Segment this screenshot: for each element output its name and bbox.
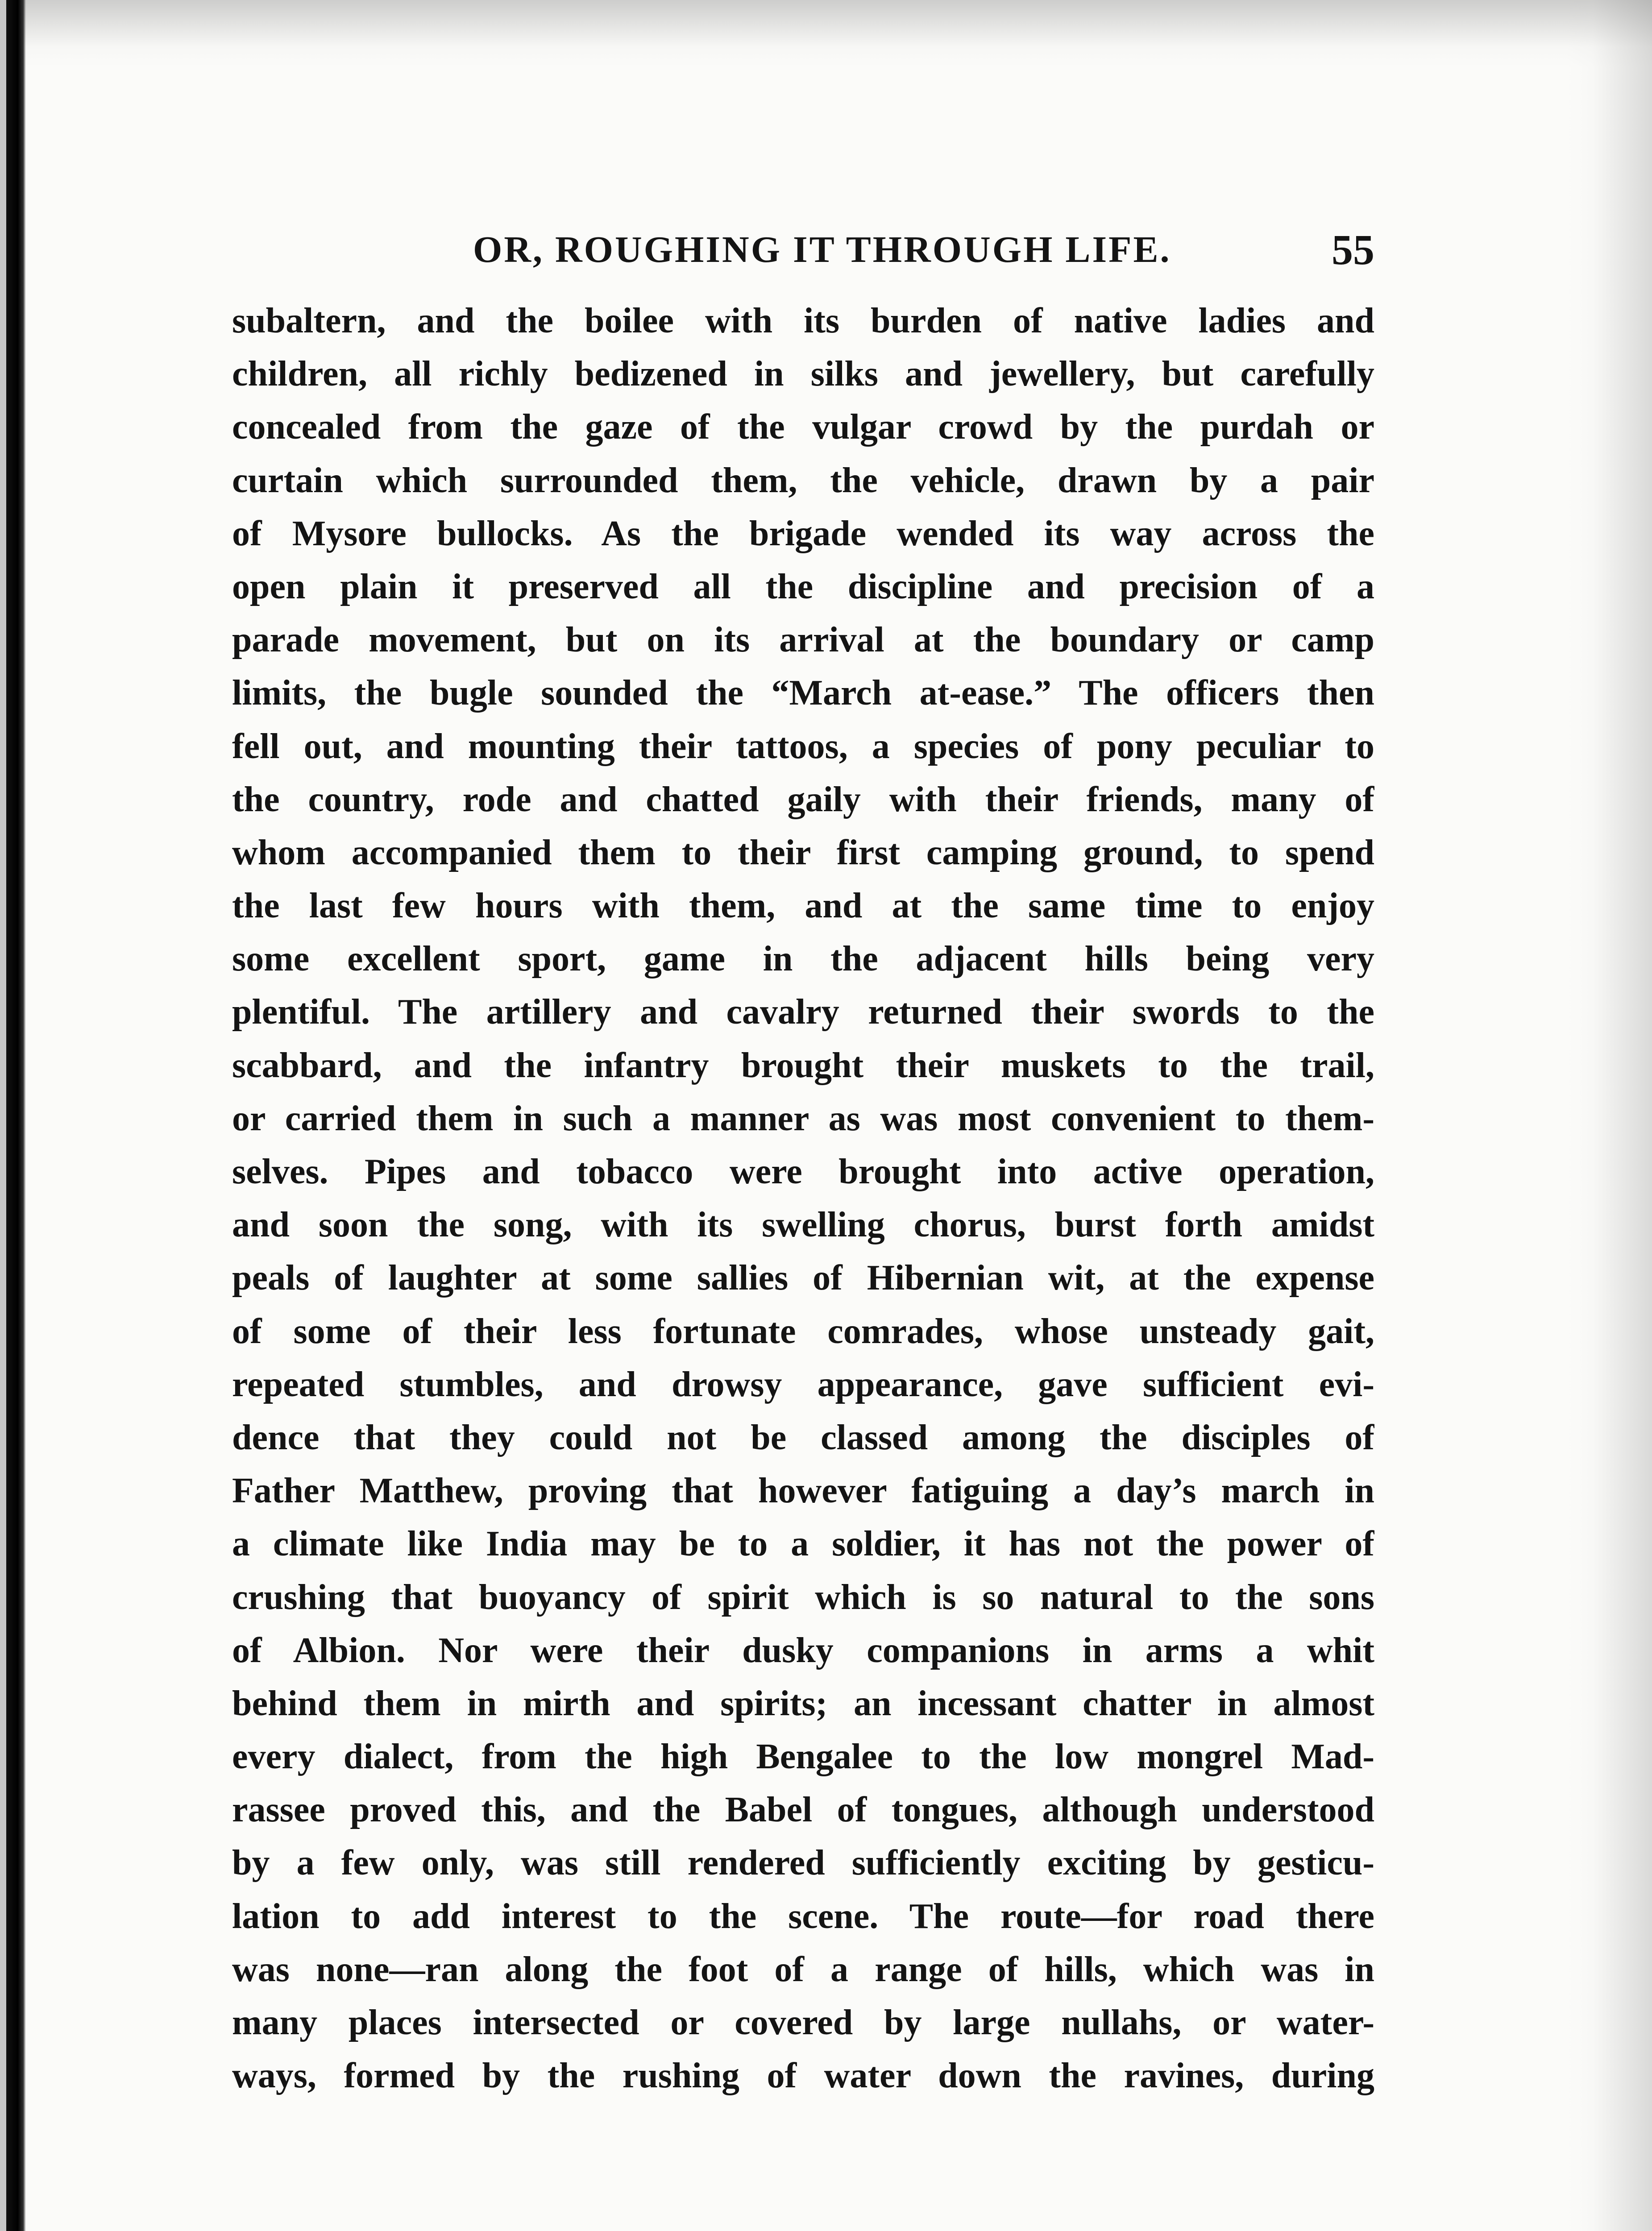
text-line: dence that they could not be classed among the disciples of xyxy=(232,1418,1374,1457)
text-line: repeated stumbles, and drowsy appearance, gave sufficient evi- xyxy=(232,1364,1374,1404)
text-line: plentiful. The artillery and cavalry returned their swords to the xyxy=(232,992,1374,1032)
text-line: Father Matthew, proving that however fatiguing a day’s march in xyxy=(232,1471,1374,1511)
text-line: a climate like India may be to a soldier, it has not the power of xyxy=(232,1524,1374,1564)
text-line: of some of their less fortunate comrades, whose unsteady gait, xyxy=(232,1311,1374,1351)
text-line: by a few only, was still rendered sufficiently exciting by gesticu- xyxy=(232,1843,1374,1883)
text-line: behind them in mirth and spirits; an incessant chatter in almost xyxy=(232,1684,1374,1723)
text-line: fell out, and mounting their tattoos, a species of pony peculiar to xyxy=(232,726,1374,766)
text-line: subaltern, and the boilee with its burden of native ladies and xyxy=(232,301,1374,340)
text-line: every dialect, from the high Bengalee to the low mongrel Mad- xyxy=(232,1737,1374,1777)
text-line: of Mysore bullocks. As the brigade wended its way across the xyxy=(232,514,1374,553)
text-line: of Albion. Nor were their dusky companions in arms a whit xyxy=(232,1630,1374,1670)
scan-shadow-right xyxy=(1567,0,1652,2231)
text-line: parade movement, but on its arrival at the boundary or camp xyxy=(232,620,1374,660)
running-head-title: OR, ROUGHING IT THROUGH LIFE. xyxy=(473,229,1171,270)
text-line: limits, the bugle sounded the “March at-ease.” The officers then xyxy=(232,673,1374,713)
text-line: peals of laughter at some sallies of Hibernian wit, at the expense xyxy=(232,1258,1374,1298)
body-text xyxy=(232,294,1374,2102)
text-line: selves. Pipes and tobacco were brought into active operation, xyxy=(232,1152,1374,1191)
book-binding-edge xyxy=(0,0,26,2231)
text-line: whom accompanied them to their first camping ground, to spend xyxy=(232,833,1374,872)
text-line: or carried them in such a manner as was most convenient to them- xyxy=(232,1099,1374,1138)
text-line: concealed from the gaze of the vulgar crowd by the purdah or xyxy=(232,407,1374,447)
text-line: lation to add interest to the scene. The route—for road there xyxy=(232,1896,1374,1936)
text-line: some excellent sport, game in the adjacent hills being very xyxy=(232,939,1374,979)
running-head xyxy=(232,223,1374,277)
text-line: rassee proved this, and the Babel of tongues, although understood xyxy=(232,1790,1374,1830)
page-number: 55 xyxy=(1332,226,1374,274)
text-line: was none—ran along the foot of a range of hills, which was in xyxy=(232,1949,1374,1989)
text-line: curtain which surrounded them, the vehicle, drawn by a pair xyxy=(232,460,1374,500)
text-line: the last few hours with them, and at the same time to enjoy xyxy=(232,886,1374,926)
text-line: the country, rode and chatted gaily with their friends, many of xyxy=(232,780,1374,819)
text-line: ways, formed by the rushing of water down the ravines, during xyxy=(232,2056,1374,2096)
text-line: and soon the song, with its swelling chorus, burst forth amidst xyxy=(232,1205,1374,1245)
text-line: scabbard, and the infantry brought their muskets to the trail, xyxy=(232,1045,1374,1085)
text-line: open plain it preserved all the discipline and precision of a xyxy=(232,567,1374,606)
text-line: crushing that buoyancy of spirit which is so natural to the sons xyxy=(232,1577,1374,1617)
scan-shadow-top xyxy=(0,0,1652,67)
text-line: many places intersected or covered by large nullahs, or water- xyxy=(232,2003,1374,2042)
text-line: children, all richly bedizened in silks and jewellery, but carefully xyxy=(232,354,1374,394)
